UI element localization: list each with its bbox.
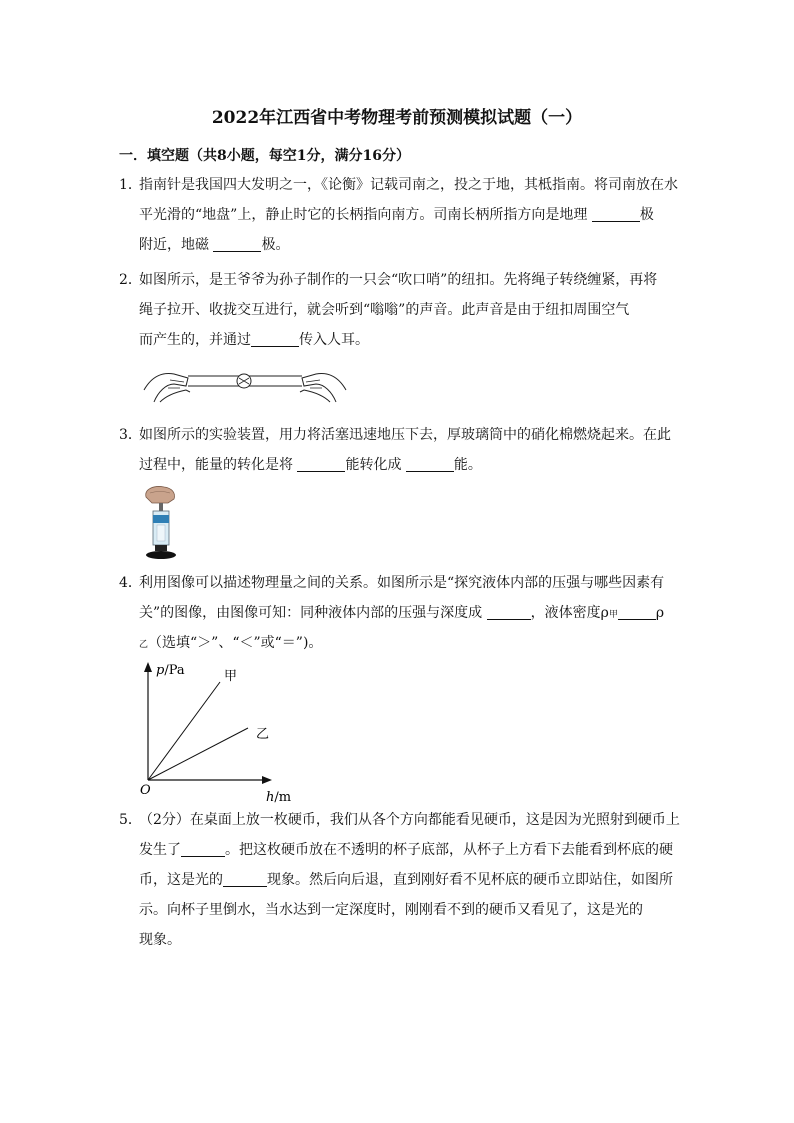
question-text: 发生了 (139, 842, 181, 858)
question-text: 利用图像可以描述物理量之间的关系。如图所示是“探究液体内部的压强与哪些因素有 (139, 575, 665, 591)
xlabel-unit: /m (274, 790, 292, 805)
answer-blank[interactable] (618, 601, 656, 620)
question-1 (119, 170, 679, 260)
question-text: 关”的图像，由图像可知：同种液体内部的压强与深度成 (139, 605, 487, 621)
answer-blank[interactable] (592, 203, 640, 222)
question-text: 如图所示，是王爷爷为孙子制作的一只会“吹口哨”的纽扣。先将绳子转绕缠紧，再将 (139, 272, 658, 288)
x-axis-arrow (262, 776, 272, 784)
question-text: 平光滑的“地盘”上，静止时它的长柄指向南方。司南长柄所指方向是地理 (139, 207, 592, 223)
answer-blank[interactable] (181, 838, 225, 857)
button-whistle-figure (140, 362, 350, 410)
origin-label: O (140, 783, 151, 798)
answer-blank[interactable] (213, 233, 261, 252)
question-2 (119, 265, 679, 355)
question-text: 能转化成 (345, 457, 406, 473)
fire-syringe-figure (140, 485, 182, 561)
svg-text:h/m (266, 790, 291, 805)
question-text: 。把这枚硬币放在不透明的杯子底部，从杯子上方看下去能看到杯底的硬 (225, 842, 673, 858)
label-yi: 乙 (256, 727, 270, 742)
question-number: 2． (119, 272, 142, 288)
answer-blank[interactable] (251, 328, 299, 347)
question-number: 4． (119, 575, 142, 591)
question-text: 指南针是我国四大发明之一，《论衡》记载司南之，投之于地，其柢指南。将司南放在水 (139, 177, 678, 193)
answer-blank[interactable] (406, 453, 454, 472)
answer-blank[interactable] (297, 453, 345, 472)
question-text: 绳子拉开、收拢交互进行，就会听到“嗡嗡”的声音。此声音是由于纽扣周围空气 (139, 302, 630, 318)
question-text: 能。 (453, 457, 482, 473)
question-number: 5． (119, 812, 142, 828)
section-heading: 一．填空题（共8小题，每空1分，满分16分） (119, 148, 410, 164)
page-title: 2022年江西省中考物理考前预测模拟试题（一） (211, 108, 583, 128)
line-yi (148, 728, 248, 780)
question-text: ，液体密度ρ (530, 605, 609, 621)
question-text: 现象。 (139, 932, 181, 948)
question-text: （选填“＞”、“＜”或“＝”)。 (148, 635, 323, 651)
y-axis-arrow (144, 662, 152, 672)
question-text: （2分）在桌面上放一枚硬币，我们从各个方向都能看见硬币，这是因为光照射到硬币上 (139, 812, 680, 828)
answer-blank[interactable] (487, 601, 531, 620)
ylabel-p: p (156, 663, 165, 678)
answer-blank[interactable] (223, 868, 267, 887)
question-text: 极。 (261, 237, 290, 253)
question-5 (119, 805, 679, 955)
pressure-depth-graph (136, 658, 292, 806)
question-text: 如图所示的实验装置，用力将活塞迅速地压下去，厚玻璃筒中的硝化棉燃烧起来。在此 (139, 427, 671, 443)
question-text: ρ (655, 605, 665, 621)
question-text: 现象。然后向后退，直到刚好看不见杯底的硬币立即站住，如图所 (267, 872, 673, 888)
question-text: 附近，地磁 (139, 237, 214, 253)
svg-text:p/Pa (156, 663, 185, 678)
question-text: 极 (639, 207, 654, 223)
label-jia: 甲 (224, 669, 238, 684)
question-text: 过程中，能量的转化是将 (139, 457, 298, 473)
question-text: 传入人耳。 (299, 332, 369, 348)
line-jia (148, 682, 220, 780)
xlabel-h: h (266, 790, 275, 805)
question-text: 币，这是光的 (139, 872, 223, 888)
question-4 (119, 568, 679, 658)
question-text: 示。向杯子里倒水，当水达到一定深度时，刚刚看不到的硬币又看见了，这是光的 (139, 902, 643, 918)
question-number: 1． (119, 177, 142, 193)
question-text: 而产生的，并通过 (139, 332, 251, 348)
subscript-yi: 乙 (139, 640, 149, 650)
subscript-jia: 甲 (608, 610, 618, 620)
question-3 (119, 420, 679, 480)
question-number: 3． (119, 427, 142, 443)
ylabel-unit: /Pa (164, 663, 185, 678)
